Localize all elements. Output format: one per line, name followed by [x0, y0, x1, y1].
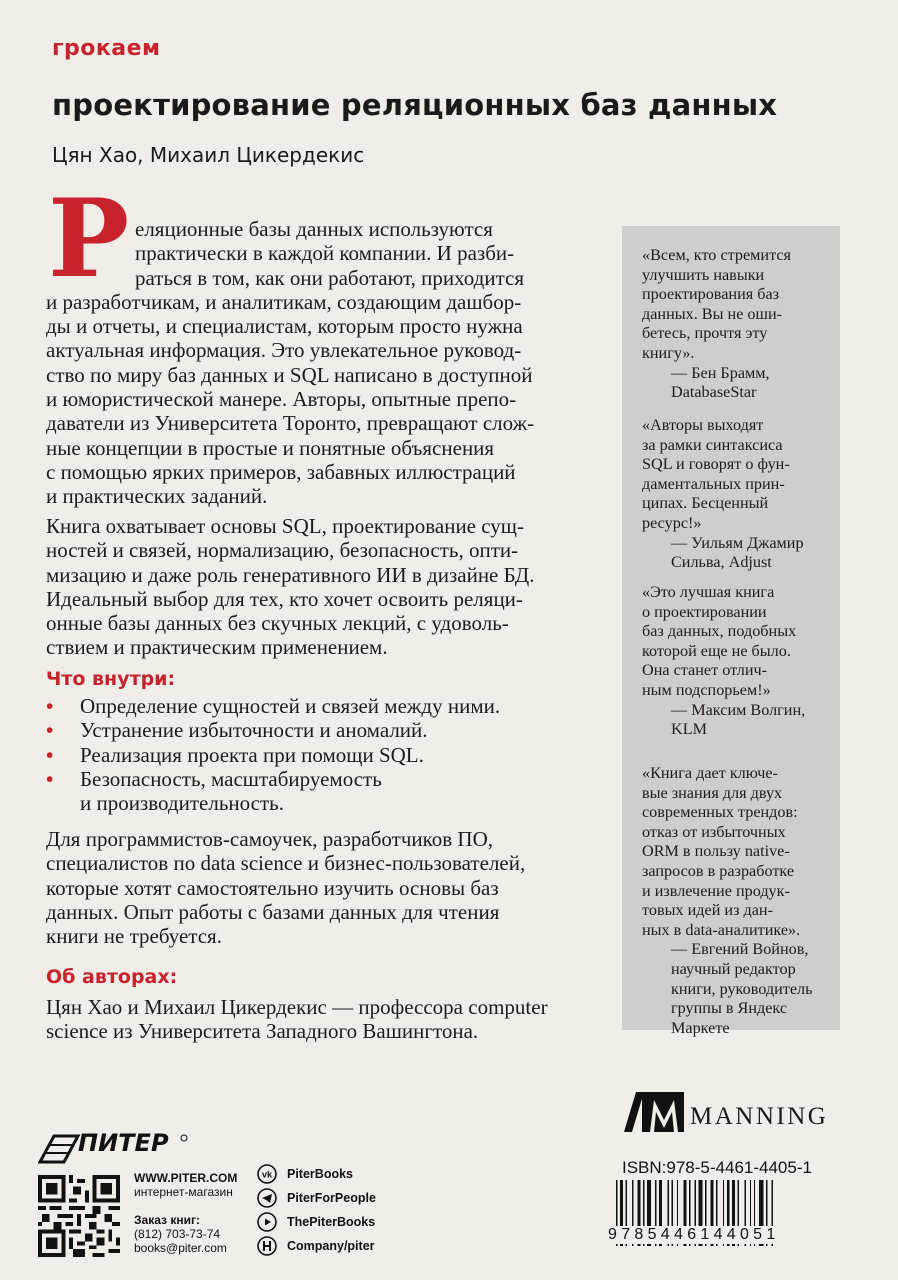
quote-block [642, 246, 791, 403]
quote-line: бетесь, прочтя эту [642, 324, 768, 343]
quote-line: даментальных прин- [642, 474, 785, 493]
bullet-icon: • [46, 694, 54, 718]
svg-text:vk: vk [261, 1169, 273, 1180]
authors: Цян Хао, Михаил Цикердекис [52, 143, 365, 167]
quote-line: баз данных, подобных [642, 622, 797, 641]
list-item [46, 767, 500, 791]
list-item [46, 718, 500, 742]
audience-line: специалистов по data science и бизнес-пользователей, [46, 851, 526, 876]
audience-line: Для программистов-самоучек, разработчиков ПО, [46, 827, 494, 851]
inside-list [46, 694, 500, 815]
qr-code-icon [38, 1175, 120, 1257]
intro-line: и разработчикам, и аналитикам, создающим дашбор- [46, 289, 522, 314]
quote-attribution: Сильва, Adjust [671, 553, 772, 572]
quote-line: проектирования баз [642, 285, 780, 304]
telegram-icon [257, 1188, 277, 1208]
coverage-line: ствием и практическим применением. [46, 635, 388, 660]
about-line: science из Университета Западного Вашингтона. [46, 1019, 479, 1044]
order-email-link[interactable]: books@piter.com [134, 1241, 227, 1255]
quote-line: SQL и говорят о фун- [642, 455, 790, 474]
quote-line: и извлечение продук- [642, 881, 790, 900]
publisher-contacts [134, 1171, 237, 1255]
quote-block [642, 764, 812, 1038]
coverage-line: мизацию и даже роль генеративного ИИ в дизайне БД. [46, 562, 535, 587]
quote-attribution: — Евгений Войнов, [671, 940, 809, 959]
barcode-digits: 9785446144051 [608, 1226, 812, 1244]
quote-line: ных в data-аналитике». [642, 920, 801, 939]
list-item-continuation [46, 791, 500, 815]
publisher-name: ПИТЕР [78, 1129, 169, 1157]
quote-block [642, 416, 804, 573]
list-item-text: Реализация проекта при помощи SQL. [80, 742, 424, 767]
publisher-shop-label: интернет-магазин [134, 1185, 233, 1199]
quote-line: ным подспорьем!» [642, 680, 771, 699]
intro-line: раться в том, как они работают, приходится [135, 265, 525, 290]
intro-line: практически в каждой компании. И разби- [135, 241, 515, 266]
quote-line: «Это лучшая книга [642, 583, 775, 601]
quotes-panel [622, 226, 840, 1037]
quote-line: «Авторы выходят [642, 416, 764, 434]
bullet-icon: • [46, 766, 54, 791]
quote-line: которой еще не было. [642, 641, 791, 660]
social-label: PiterForPeople [287, 1191, 376, 1205]
quote-attribution: научный редактор [671, 959, 796, 978]
quote-attribution: книги, руководитель [671, 979, 813, 998]
intro-line: ные концепции в простые и понятные объяснения [46, 435, 495, 460]
book-title: проектирование реляционных баз данных [52, 88, 778, 122]
quote-line: о проектировании [642, 602, 767, 621]
bullet-icon: • [46, 742, 54, 767]
quote-attribution: — Максим Волгин, [671, 700, 806, 719]
vk-icon [257, 1164, 277, 1184]
youtube-icon [257, 1212, 277, 1232]
intro-line: ды и отчеты, и специалистам, которым просто нужна [46, 314, 523, 339]
intro-line: даватели из Университета Торонто, превращают слож- [46, 411, 535, 436]
list-item-text: Безопасность, масштабируемость [80, 766, 382, 791]
quote-line: данных. Вы не оши- [642, 304, 783, 323]
intro-paragraph [46, 217, 534, 509]
quote-attribution: — Уильям Джамир [671, 533, 804, 552]
quote-line: ресурс!» [642, 513, 702, 532]
inside-heading: Что внутри: [46, 668, 176, 690]
intro-line: актуальная информация. Это увлекательное руковод- [46, 338, 522, 363]
intro-line: и практических заданий. [46, 484, 268, 509]
list-item [46, 743, 500, 767]
quote-line: «Всем, кто стремится [642, 246, 791, 264]
coverage-line: Идеальный выбор для тех, кто хочет освоить реляци- [46, 586, 523, 611]
quote-line: отказ от избыточных [642, 822, 786, 841]
coverage-paragraph [46, 514, 534, 660]
about-heading: Об авторах: [46, 966, 178, 988]
quote-attribution: группы в Яндекс [671, 999, 788, 1018]
quote-line: улучшить навыки [642, 265, 765, 284]
list-item-text: и производительность. [80, 791, 284, 816]
quote-line: «Книга дает ключе- [642, 764, 778, 782]
about-line: Цян Хао и Михаил Цикердекис — профессора computer [46, 995, 548, 1019]
coverage-line: онные базы данных без скучных лекций, с удоволь- [46, 611, 509, 636]
quote-attribution: KLM [671, 720, 707, 739]
audience-line: данных. Опыт работы с базами данных для чтения [46, 899, 500, 924]
audience-line: книги не требуется. [46, 924, 222, 949]
audience-paragraph [46, 827, 525, 948]
intro-line: еляционные базы данных используются [135, 217, 493, 241]
about-paragraph [46, 995, 548, 1044]
isbn-label: ISBN:978-5-4461-4405-1 [622, 1158, 812, 1177]
coverage-line: ностей и связей, нормализацию, безопасность, опти- [46, 538, 519, 563]
quote-attribution: Маркете [671, 1018, 730, 1037]
order-phone: (812) 703-73-74 [134, 1227, 221, 1241]
quote-attribution: DatabaseStar [671, 383, 757, 402]
quote-block [642, 583, 805, 740]
list-item-text: Устранение избыточности и аномалий. [80, 718, 428, 743]
social-label: ThePiterBooks [287, 1215, 376, 1229]
publisher-site-link[interactable]: WWW.PITER.COM [134, 1171, 238, 1185]
quote-line: за рамки синтаксиса [642, 435, 783, 454]
quote-line: вые знания для двух [642, 783, 783, 802]
quote-line: книгу». [642, 343, 695, 362]
series-label: грокаем [52, 36, 161, 61]
social-label: PiterBooks [287, 1167, 353, 1181]
quote-line: товых идей из дан- [642, 901, 773, 920]
manning-wordmark: MANNING [690, 1103, 829, 1130]
coverage-line: Книга охватывает основы SQL, проектирование сущ- [46, 514, 524, 538]
quote-line: запросов в разработке [642, 861, 795, 880]
quote-line: Она станет отлич- [642, 661, 768, 680]
drop-cap: Р [48, 176, 130, 302]
list-item-text: Определение сущностей и связей между ними. [80, 694, 501, 718]
manning-logo-icon [624, 1092, 684, 1132]
bullet-icon: • [46, 718, 54, 743]
list-item [46, 694, 500, 718]
quote-line: ципах. Бесценный [642, 494, 769, 513]
quote-line: современных трендов: [642, 803, 798, 822]
social-label: Company/piter [287, 1239, 375, 1253]
order-label: Заказ книг: [134, 1213, 200, 1227]
audience-line: которые хотят самостоятельно изучить основы баз [46, 875, 499, 900]
intro-line: с помощью ярких примеров, забавных иллюстраций [46, 459, 516, 484]
intro-line: ство по миру баз данных и SQL написано в доступной [46, 362, 533, 387]
quote-attribution: — Бен Брамм, [671, 363, 770, 382]
hh-icon [257, 1236, 277, 1256]
quote-line: ORM в пользу native- [642, 842, 790, 861]
intro-line: и юмористической манере. Авторы, опытные препо- [46, 387, 517, 412]
